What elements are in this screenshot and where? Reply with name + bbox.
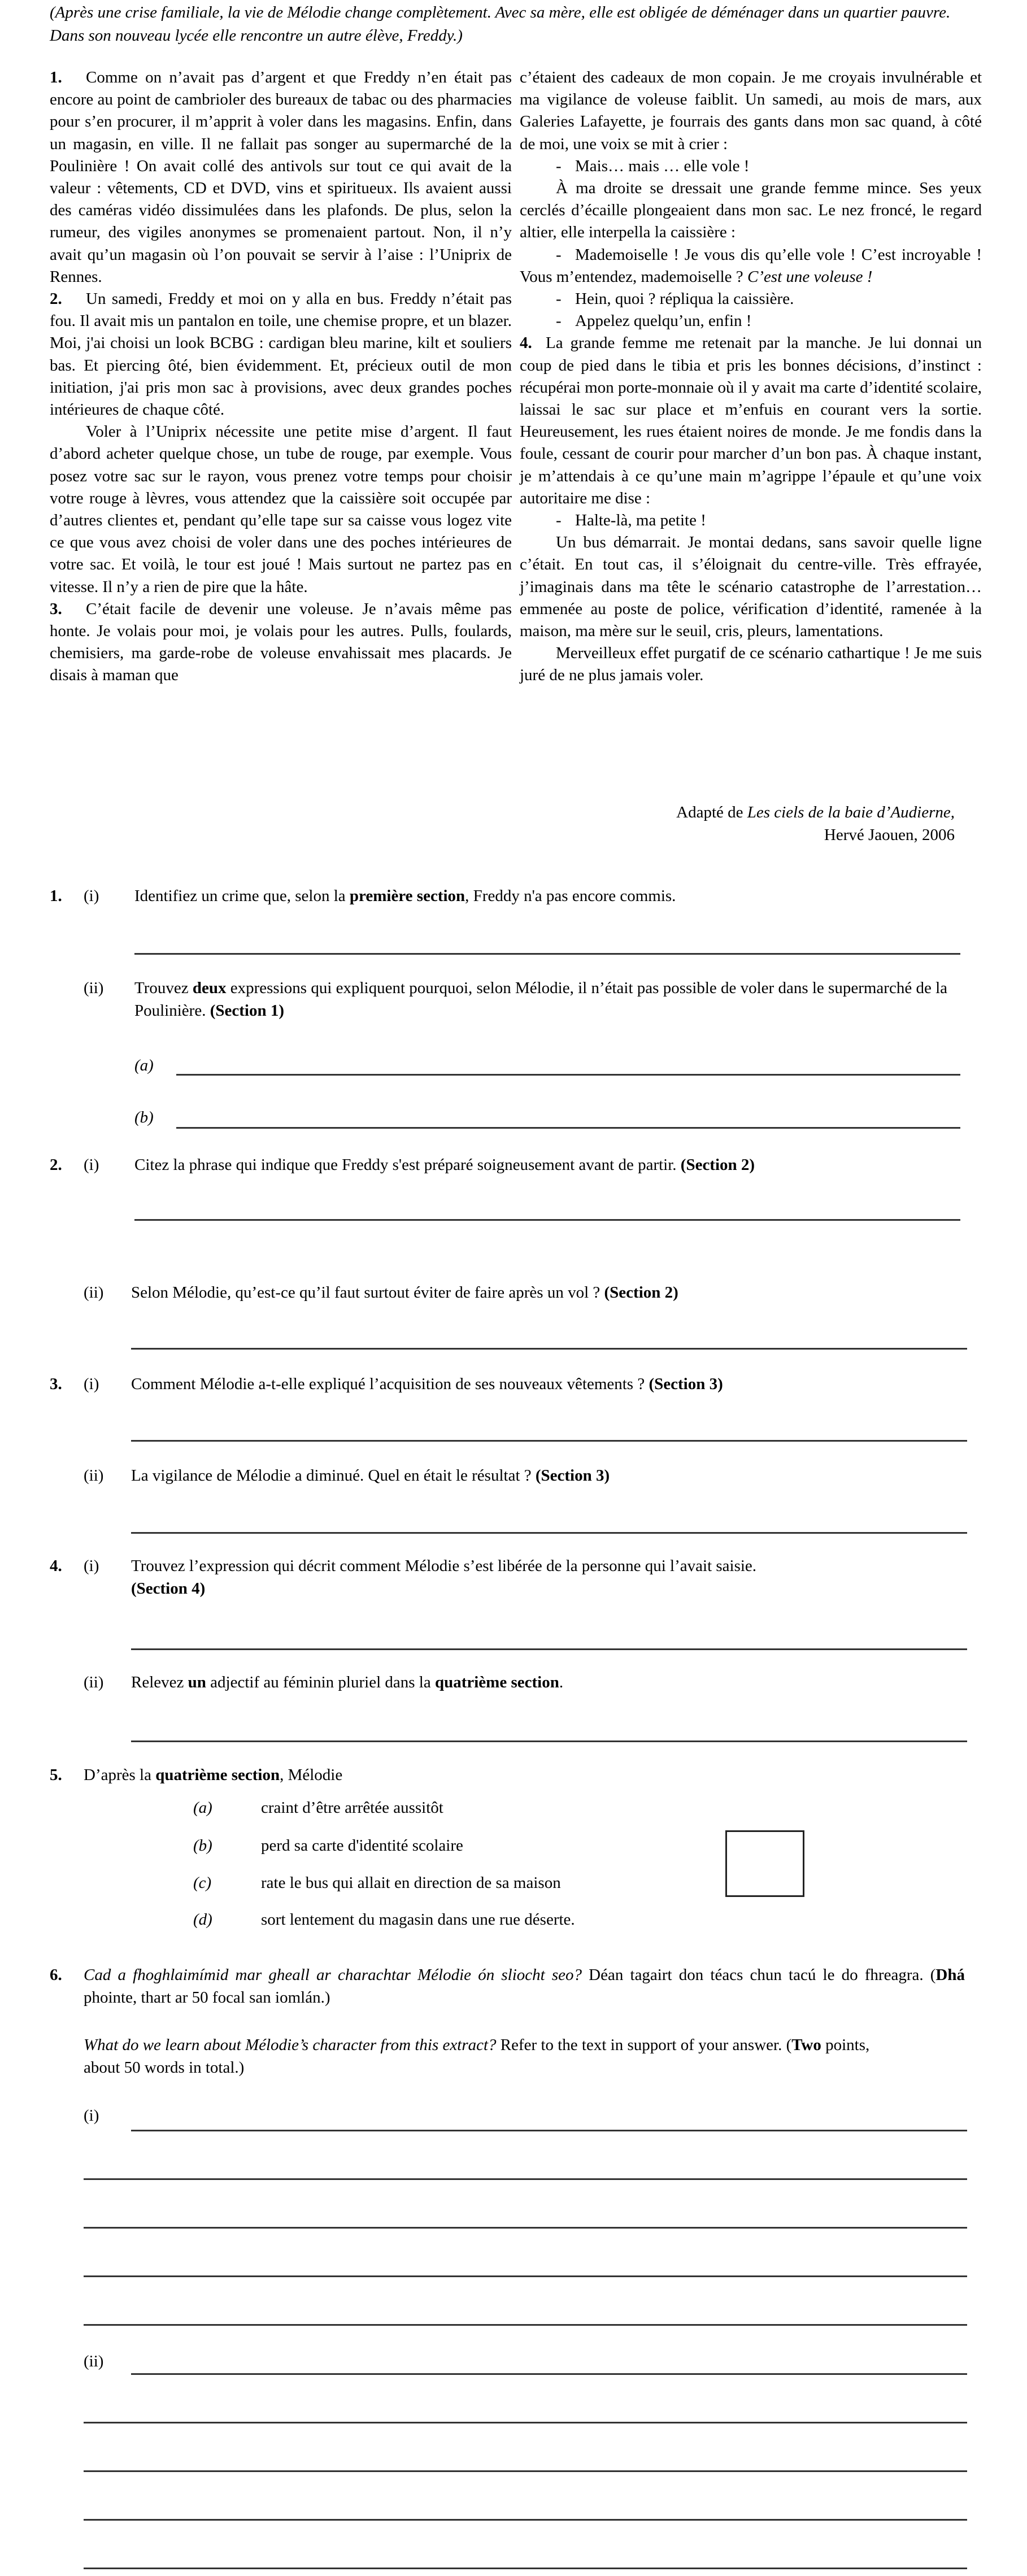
section-3-paragraph-2: À ma droite se dressait une grande femme mince. Ses yeux cerclés d’écaille plongeaient dans mon sac. Le nez froncé, le regard altier, elle interpella la caissière : bbox=[520, 179, 982, 242]
section-1-number: 1. bbox=[50, 68, 62, 86]
section-4-paragraph-2: Un bus démarrait. Je montai dedans, sans savoir quelle ligne c’était. En tout cas, il s’éloignait du centre-ville. Très effrayée, j’imaginais dans ma tête le scénario catastrophe de l’arrestation… emmenée au poste de police, vérification d’identité, ramenée à la maison, ma mère sur le seuil, cris, pleurs, lamentations. bbox=[520, 533, 982, 641]
question-2-i-text: Citez la phrase qui indique que Freddy s'est préparé soigneusement avant de partir. (Section 2) bbox=[134, 1156, 755, 1174]
answer-line-6-i-1[interactable] bbox=[131, 2130, 967, 2131]
q5-option-b-label: (b) bbox=[193, 1837, 212, 1855]
answer-line-1-ii-a[interactable] bbox=[176, 1074, 960, 1076]
q5-option-c-label: (c) bbox=[193, 1874, 212, 1892]
intro-text: (Après une crise familiale, la vie de Mélodie change complètement. Avec sa mère, elle est obligée de déménager dans un quartier pauvre. Dans son nouveau lycée elle rencontre un autre élève, Freddy.) bbox=[50, 3, 951, 45]
section-2-paragraph-2: Voler à l’Uniprix nécessite une petite mise d’argent. Il faut d’abord acheter quelque chose, un tube de rouge, par exemple. Vous posez votre sac sur le rayon, vous prenez votre temps pour choisir votre rouge à lèvres, vous attendez que la caissière soit occupée par d’autres clientes et, pendant qu’elle tape sur sa caisse vous logez vite ce que vous avez choisi de voler dans une des poches intérieures de votre sac. Et voilà, le tour est joué ! Mais surtout ne partez pas en vitesse. Il n’y a rien de pire que la hâte. bbox=[50, 423, 512, 596]
answer-line-6-ii-4[interactable] bbox=[84, 2519, 967, 2521]
section-4-number: 4. bbox=[520, 334, 532, 353]
question-6-ii-label: (ii) bbox=[84, 2352, 104, 2370]
dialogue-line: - Halte-là, ma petite ! bbox=[556, 511, 706, 530]
question-5-text: D’après la quatrième section, Mélodie bbox=[84, 1766, 343, 1784]
question-5-number: 5. bbox=[50, 1766, 62, 1784]
question-1-i-text: Identifiez un crime que, selon la première section, Freddy n'a pas encore commis. bbox=[134, 887, 676, 905]
question-1-i-label: (i) bbox=[84, 887, 99, 905]
question-2-ii-text: Selon Mélodie, qu’est-ce qu’il faut surtout éviter de faire après un vol ? (Section 2) bbox=[131, 1283, 678, 1302]
question-1-ii-text: Trouvez deux expressions qui expliquent pourquoi, selon Mélodie, il n’était pas possible de voler dans le supermarché de la Poulinière. (Section 1) bbox=[134, 979, 947, 1020]
dialogue-line: - Mademoiselle ! Je vous dis qu’elle vole ! C’est incroyable ! Vous m’entendez, mademoiselle ? C’est une voleuse ! bbox=[520, 245, 982, 286]
section-3-paragraph: 3. C’était facile de devenir une voleuse. Je n’avais même pas honte. Je volais pour moi, je volais pour les autres. Pulls, foulards, chemisiers, ma garde-robe de voleuse envahissait mes placards. Je disais à maman que bbox=[50, 598, 512, 687]
q5-option-a-label: (a) bbox=[193, 1799, 212, 1817]
q5-option-d-label: (d) bbox=[193, 1911, 212, 1929]
question-4-number: 4. bbox=[50, 1557, 62, 1575]
question-3-ii-text: La vigilance de Mélodie a diminué. Quel en était le résultat ? (Section 3) bbox=[131, 1467, 610, 1485]
passage-right-column bbox=[520, 67, 982, 687]
question-2-i-label: (i) bbox=[84, 1156, 99, 1174]
answer-line-3-ii[interactable] bbox=[131, 1532, 967, 1534]
question-4-ii-label: (ii) bbox=[84, 1673, 104, 1691]
answer-line-4-ii[interactable] bbox=[131, 1740, 967, 1742]
section-3-continued: c’étaient des cadeaux de mon copain. Je me croyais invulnérable et ma vigilance de voleuse faiblit. Un samedi, au mois de mars, aux Galeries Lafayette, je fourrais des gants dans mon sac quand, à côté de moi, une voix se mit à crier : bbox=[520, 68, 982, 153]
source-title: Les ciels de la baie d’Audierne, bbox=[747, 803, 955, 821]
answer-line-2-ii[interactable] bbox=[131, 1348, 967, 1350]
section-1-paragraph: 1. Comme on n’avait pas d’argent et que Freddy n’en était pas encore au point de cambrioler des bureaux de tabac ou des pharmacies pour s’en procurer, il m’apprit à voler dans les magasins. Enfin, dans un magasin, en ville. Il ne fallait pas songer au supermarché de la Poulinière ! On avait collé des antivols sur tout ce qui avait de la valeur : vêtements, CD et DVD, vins et spiritueux. Ils avaient aussi des caméras vidéo dissimulées dans les plafonds. De plus, selon la rumeur, des vigiles anonymes se promenaient partout. Non, il n’y avait qu’un magasin où l’on pouvait se servir à l’aise : l’Uniprix de Rennes. bbox=[50, 67, 512, 288]
question-6-irish-text: Cad a fhoghlaimímid mar gheall ar charachtar Mélodie ón sliocht seo? Déan tagairt don téacs chun tacú le do fhreagra. (Dhá phointe, thart ar 50 focal san iomlán.) bbox=[84, 1966, 965, 2007]
q5-option-c-text: rate le bus qui allait en direction de sa maison bbox=[261, 1874, 561, 1892]
question-6-number: 6. bbox=[50, 1966, 62, 1984]
dialogue-line: - Appelez quelqu’un, enfin ! bbox=[556, 312, 752, 330]
question-2-ii-label: (ii) bbox=[84, 1283, 104, 1302]
q5-option-b-text: perd sa carte d'identité scolaire bbox=[261, 1837, 463, 1855]
dialogue-line: - Mais… mais … elle vole ! bbox=[556, 156, 750, 175]
answer-line-4-i[interactable] bbox=[131, 1648, 967, 1650]
answer-line-6-ii-3[interactable] bbox=[84, 2470, 967, 2472]
dialogue-line: - Hein, quoi ? répliqua la caissière. bbox=[556, 290, 794, 308]
answer-box[interactable] bbox=[725, 1830, 804, 1897]
question-3-i-text: Comment Mélodie a-t-elle expliqué l’acquisition de ses nouveaux vêtements ? (Section 3) bbox=[131, 1375, 723, 1393]
source-author: Hervé Jaouen, 2006 bbox=[824, 826, 955, 844]
answer-line-6-i-3[interactable] bbox=[84, 2227, 967, 2229]
question-1-ii-label: (ii) bbox=[84, 979, 104, 997]
question-2-number: 2. bbox=[50, 1156, 62, 1174]
answer-line-6-ii-2[interactable] bbox=[84, 2422, 967, 2423]
question-4-ii-text: Relevez un adjectif au féminin pluriel dans la quatrième section. bbox=[131, 1673, 564, 1691]
q5-option-d-text: sort lentement du magasin dans une rue déserte. bbox=[261, 1911, 575, 1929]
passage-left-column bbox=[50, 67, 512, 687]
section-3-number: 3. bbox=[50, 599, 62, 618]
question-3-number: 3. bbox=[50, 1375, 62, 1393]
answer-line-3-i[interactable] bbox=[131, 1440, 967, 1442]
answer-line-6-ii-1[interactable] bbox=[131, 2373, 967, 2375]
question-6-english-text: What do we learn about Mélodie’s character from this extract? Refer to the text in support of your answer. (Two points, about 50 words in total.) bbox=[84, 2036, 870, 2077]
answer-line-6-ii-5[interactable] bbox=[84, 2568, 967, 2569]
question-4-i-label: (i) bbox=[84, 1557, 99, 1575]
source-citation: Adapté de Les ciels de la baie d’Audierne, Hervé Jaouen, 2006 bbox=[565, 801, 955, 846]
option-b-label: (b) bbox=[134, 1108, 154, 1126]
answer-line-1-i[interactable] bbox=[134, 953, 960, 955]
section-4-paragraph: 4. La grande femme me retenait par la manche. Je lui donnai un coup de pied dans le tibia et pris les bonnes décisions, d’instinct : récupérai mon porte-monnaie où il y avait ma carte d’identité scolaire, laissai le sac sur place et m’enfuis en courant vers la sortie. Heureusement, les rues étaient noires de monde. Je me fondis dans la foule, cessant de courir pour marcher d’un bon pas. À chaque instant, je m’attendais à ce qu’une main m’agrippe l’épaule et qu’une voix autoritaire me dise : bbox=[520, 332, 982, 510]
q5-option-a-text: craint d’être arrêtée aussitôt bbox=[261, 1799, 443, 1817]
question-3-i-label: (i) bbox=[84, 1375, 99, 1393]
answer-line-2-i[interactable] bbox=[134, 1219, 960, 1221]
answer-line-6-i-4[interactable] bbox=[84, 2275, 967, 2277]
section-2-number: 2. bbox=[50, 290, 62, 308]
answer-line-1-ii-b[interactable] bbox=[176, 1127, 960, 1129]
answer-line-6-i-5[interactable] bbox=[84, 2324, 967, 2326]
question-6-i-label: (i) bbox=[84, 2107, 99, 2125]
question-4-i-text: Trouvez l’expression qui décrit comment Mélodie s’est libérée de la personne qui l’avait saisie. (Section 4) bbox=[131, 1557, 757, 1598]
answer-line-6-i-2[interactable] bbox=[84, 2178, 967, 2180]
option-a-label: (a) bbox=[134, 1056, 154, 1074]
section-2-paragraph: 2. Un samedi, Freddy et moi on y alla en bus. Freddy n’était pas fou. Il avait mis un pantalon en toile, une chemise propre, et un blazer. Moi, j'ai choisi un look BCBG : cardigan bleu marine, kilt et souliers bas. Et piercing ôté, bien évidemment. Et, précieux outil de mon initiation, j'ai pris mon sac à provisions, avec deux grandes poches intérieures de chaque côté. bbox=[50, 288, 512, 421]
question-3-ii-label: (ii) bbox=[84, 1467, 104, 1485]
section-4-paragraph-3: Merveilleux effet purgatif de ce scénario cathartique ! Je me suis juré de ne plus jamais voler. bbox=[520, 644, 982, 685]
